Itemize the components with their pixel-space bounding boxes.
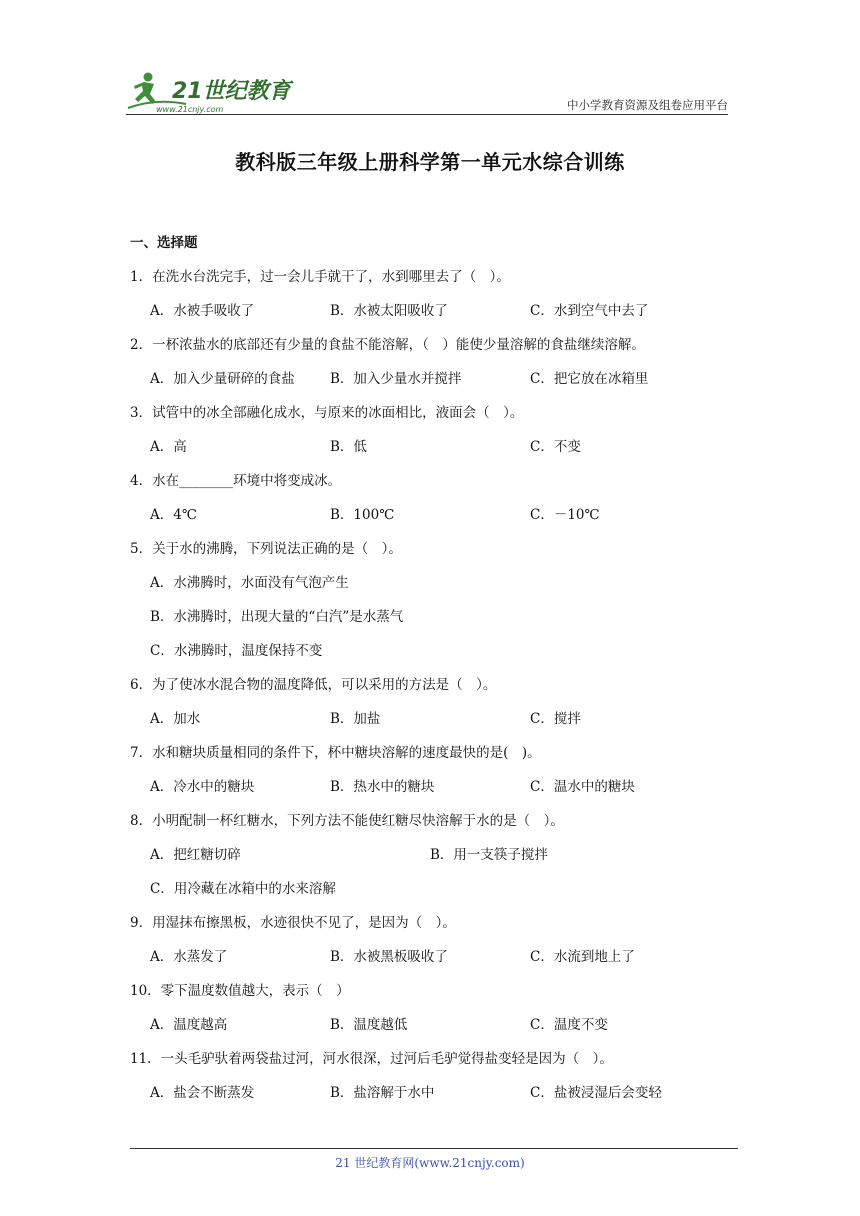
- header-tagline: 中小学教育资源及组卷应用平台: [567, 98, 728, 112]
- option-a: A．冷水中的糖块: [150, 779, 255, 795]
- option-c: C．水沸腾时，温度保持不变: [150, 643, 323, 659]
- option-a: A．温度越高: [150, 1017, 228, 1033]
- question-7: 7．水和糖块质量相同的条件下，杯中糖块溶解的速度最快的是( )。: [130, 745, 541, 761]
- option-c: C．搅拌: [530, 711, 581, 727]
- option-a: A．盐会不断蒸发: [150, 1085, 255, 1101]
- option-c: C．温水中的糖块: [530, 779, 635, 795]
- option-b: B．热水中的糖块: [330, 779, 435, 795]
- option-b: B．低: [330, 439, 367, 455]
- runner-logo-icon: [126, 68, 296, 114]
- options-row: [130, 498, 730, 532]
- question-4: 4．水在________环境中将变成冰。: [130, 473, 342, 489]
- option-a: A．加入少量研碎的食盐: [150, 371, 295, 387]
- question-5: 5．关于水的沸腾，下列说法正确的是（ ）。: [130, 541, 402, 557]
- option-c: C．把它放在冰箱里: [530, 371, 649, 387]
- page-title: 教科版三年级上册科学第一单元水综合训练: [235, 150, 625, 174]
- option-b: B．用一支筷子搅拌: [430, 847, 548, 863]
- option-c: C．盐被浸湿后会变轻: [530, 1085, 662, 1101]
- footer-divider: [130, 1148, 738, 1149]
- options-row: [130, 770, 730, 804]
- option-a: A．水蒸发了: [150, 949, 228, 965]
- option-a: A．把红糖切碎: [150, 847, 241, 863]
- question-9: 9．用湿抹布擦黑板，水迹很快不见了，是因为（ ）。: [130, 915, 456, 931]
- option-a: A．高: [150, 439, 187, 455]
- option-c: C．用冷藏在冰箱中的水来溶解: [150, 881, 336, 897]
- option-a: A．水被手吸收了: [150, 303, 255, 319]
- question-2: 2．一杯浓盐水的底部还有少量的食盐不能溶解，（ ）能使少量溶解的食盐继续溶解。: [130, 337, 645, 353]
- svg-text:21世纪教育: 21世纪教育: [172, 79, 291, 104]
- page-footer: 21 世纪教育网(www.21cnjy.com): [335, 1156, 525, 1170]
- option-b: B．水沸腾时，出现大量的“白汽”是水蒸气: [150, 609, 404, 625]
- option-b: B．加入少量水并搅拌: [330, 371, 462, 387]
- question-6: 6．为了使冰水混合物的温度降低，可以采用的方法是（ ）。: [130, 677, 497, 693]
- options-row: [130, 294, 730, 328]
- option-b: B．加盐: [330, 711, 381, 727]
- options-row: [130, 430, 730, 464]
- question-3: 3．试管中的冰全部融化成水，与原来的冰面相比，液面会（ ）。: [130, 405, 524, 421]
- svg-text:www.21cnjy.com: www.21cnjy.com: [156, 105, 224, 114]
- option-c: C．温度不变: [530, 1017, 608, 1033]
- option-b: B．水被太阳吸收了: [330, 303, 448, 319]
- header-divider: [126, 114, 728, 115]
- option-b: B．温度越低: [330, 1017, 408, 1033]
- option-a: A．水沸腾时，水面没有气泡产生: [150, 575, 349, 591]
- options-row: [130, 702, 730, 736]
- section-title: 一、选择题: [130, 235, 198, 251]
- logo: [126, 68, 296, 114]
- option-b: B．盐溶解于水中: [330, 1085, 435, 1101]
- options-row: [130, 1008, 730, 1042]
- question-11: 11．一头毛驴驮着两袋盐过河，河水很深，过河后毛驴觉得盐变轻是因为（ ）。: [130, 1051, 613, 1067]
- page-header: [126, 64, 728, 116]
- option-c: C．不变: [530, 439, 581, 455]
- options-row: [130, 362, 730, 396]
- option-b: B．水被黑板吸收了: [330, 949, 448, 965]
- option-b: B．100℃: [330, 507, 395, 523]
- question-1: 1．在洗水台洗完手，过一会儿手就干了，水到哪里去了（ ）。: [130, 269, 510, 285]
- question-10: 10．零下温度数值越大，表示（ ）: [130, 983, 350, 999]
- options-row: [130, 838, 730, 872]
- question-8: 8．小明配制一杯红糖水，下列方法不能使红糖尽快溶解于水的是（ ）。: [130, 813, 564, 829]
- option-c: C．水到空气中去了: [530, 303, 649, 319]
- option-a: A．加水: [150, 711, 201, 727]
- options-row: [130, 1076, 730, 1110]
- option-c: C．水流到地上了: [530, 949, 635, 965]
- options-row: [130, 940, 730, 974]
- option-c: C．－10℃: [530, 507, 600, 523]
- question-list: [130, 226, 730, 1110]
- option-a: A．4℃: [150, 507, 197, 523]
